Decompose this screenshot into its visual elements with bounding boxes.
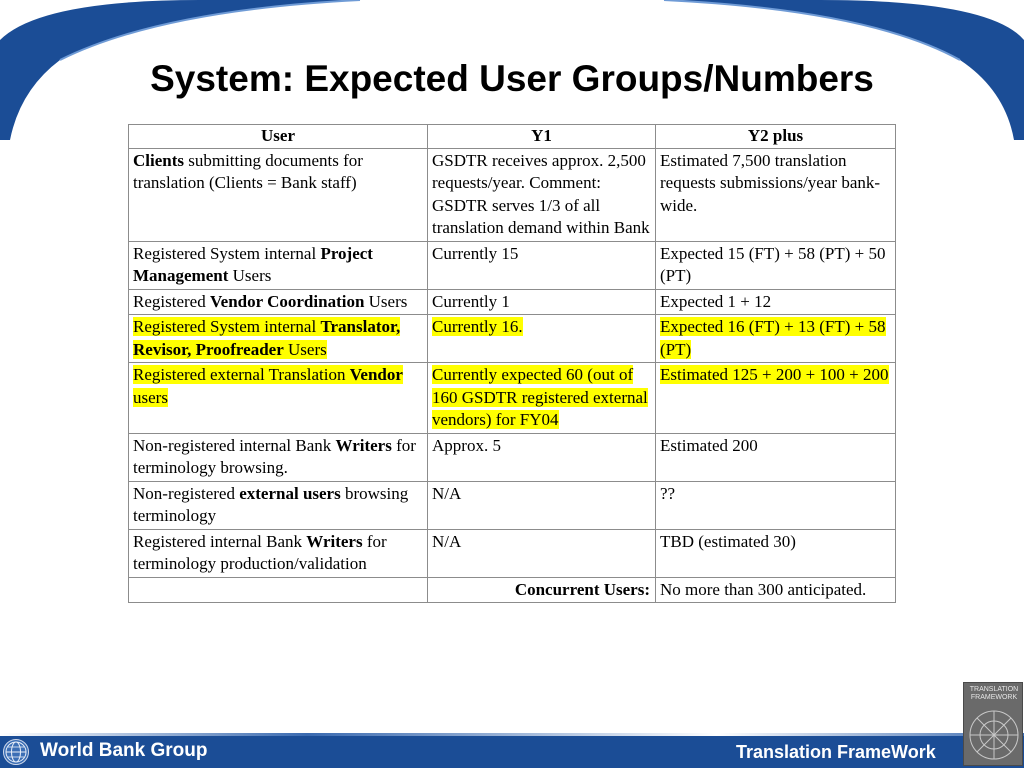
y1-value: N/A [432, 483, 462, 503]
y2-plus-cell [656, 529, 896, 577]
user-group-text-suffix: for terminology production/validation [133, 531, 387, 573]
y2-plus-cell [656, 363, 896, 434]
y1-cell [428, 363, 656, 434]
table-footer-row [129, 577, 896, 603]
y1-cell [428, 433, 656, 481]
y2-plus-value: Estimated 7,500 translation requests submissions/year bank-wide. [660, 150, 881, 215]
column-header-y2-plus: Y2 plus [656, 125, 896, 149]
user-group-text-suffix: Users [364, 291, 408, 311]
y2-plus-value: Estimated 200 [660, 435, 758, 455]
user-group-text-suffix: browsing terminology [133, 483, 409, 525]
y1-cell [428, 481, 656, 529]
table-row [129, 241, 896, 289]
column-header-user: User [129, 125, 428, 149]
table-row [129, 363, 896, 434]
y1-value: Currently 16. [432, 317, 523, 336]
y1-value: Currently 15 [432, 243, 519, 263]
column-header-y1: Y1 [428, 125, 656, 149]
user-group-emphasis: Writers [335, 435, 392, 455]
user-groups-table [128, 124, 896, 603]
user-group-emphasis: external users [239, 483, 341, 503]
user-group-text: Registered System internal [133, 317, 321, 336]
user-group-cell [129, 363, 428, 434]
y1-cell [428, 529, 656, 577]
y1-value: Approx. 5 [432, 435, 501, 455]
table-body [129, 148, 896, 603]
table-row [129, 148, 896, 241]
table-row [129, 481, 896, 529]
y2-plus-value: Estimated 125 + 200 + 100 + 200 [660, 365, 889, 384]
user-group-text: Non-registered [133, 483, 240, 503]
translation-framework-logo-text: TRANSLATION FRAMEWORK [969, 686, 1019, 701]
user-group-cell [129, 289, 428, 315]
user-group-cell [129, 433, 428, 481]
user-group-cell [129, 148, 428, 241]
table-row [129, 315, 896, 363]
user-group-cell [129, 529, 428, 577]
user-group-text: Registered internal Bank [133, 531, 307, 551]
table-row [129, 289, 896, 315]
translation-framework-logo [963, 682, 1023, 766]
table-header-row [129, 125, 896, 149]
user-group-cell [129, 241, 428, 289]
table-row [129, 529, 896, 577]
y2-plus-cell [656, 315, 896, 363]
y2-plus-cell [656, 148, 896, 241]
y2-plus-cell [656, 481, 896, 529]
empty-cell [129, 577, 428, 603]
y1-cell [428, 289, 656, 315]
y2-plus-value: Expected 1 + 12 [660, 291, 772, 311]
y1-value: Currently 1 [432, 291, 510, 311]
user-group-emphasis: Translator, Revisor, Proofreader [133, 317, 401, 359]
user-group-emphasis: Project Management [133, 243, 373, 285]
y2-plus-cell [656, 289, 896, 315]
user-group-emphasis: Vendor Coordination [209, 291, 365, 311]
user-group-cell [129, 315, 428, 363]
y1-cell [428, 241, 656, 289]
user-group-emphasis: Vendor [349, 365, 403, 384]
user-group-text-suffix: users [133, 387, 168, 407]
user-group-text-suffix: Users [228, 266, 272, 285]
user-group-text-suffix: Users [283, 339, 327, 359]
slide-title: System: Expected User Groups/Numbers [150, 58, 874, 99]
y2-plus-cell [656, 433, 896, 481]
y1-value: N/A [432, 531, 462, 551]
y1-cell [428, 315, 656, 363]
user-group-emphasis: Writers [306, 531, 363, 551]
user-group-text: Registered System internal [133, 243, 321, 263]
user-group-text: Registered external Translation [133, 365, 350, 384]
world-bank-globe-icon [3, 739, 29, 765]
concurrent-users-label: Concurrent Users: [428, 577, 656, 603]
user-group-emphasis: Clients [133, 150, 184, 170]
world-bank-group-brand: World Bank Group [40, 740, 208, 761]
y1-value: GSDTR receives approx. 2,500 requests/year. Comment: GSDTR serves 1/3 of all translation demand within Bank [432, 150, 650, 237]
user-group-text-suffix: submitting documents for translation (Clients = Bank staff) [133, 150, 363, 192]
user-group-text: Registered [133, 291, 210, 311]
table-row [129, 433, 896, 481]
y2-plus-value: TBD (estimated 30) [660, 531, 796, 551]
y2-plus-cell [656, 241, 896, 289]
user-group-text-suffix: for terminology browsing. [133, 435, 416, 477]
y2-plus-value: ?? [660, 483, 676, 503]
y1-cell [428, 148, 656, 241]
user-group-text: Non-registered internal Bank [133, 435, 336, 455]
user-group-cell [129, 481, 428, 529]
translation-framework-brand: Translation FrameWork [736, 742, 936, 762]
y1-value: Currently expected 60 (out of 160 GSDTR registered external vendors) for FY04 [432, 365, 648, 429]
y2-plus-value: Expected 16 (FT) + 13 (FT) + 58 (PT) [660, 317, 886, 359]
y2-plus-value: Expected 15 (FT) + 58 (PT) + 50 (PT) [660, 243, 886, 285]
concurrent-users-value: No more than 300 anticipated. [656, 577, 896, 603]
